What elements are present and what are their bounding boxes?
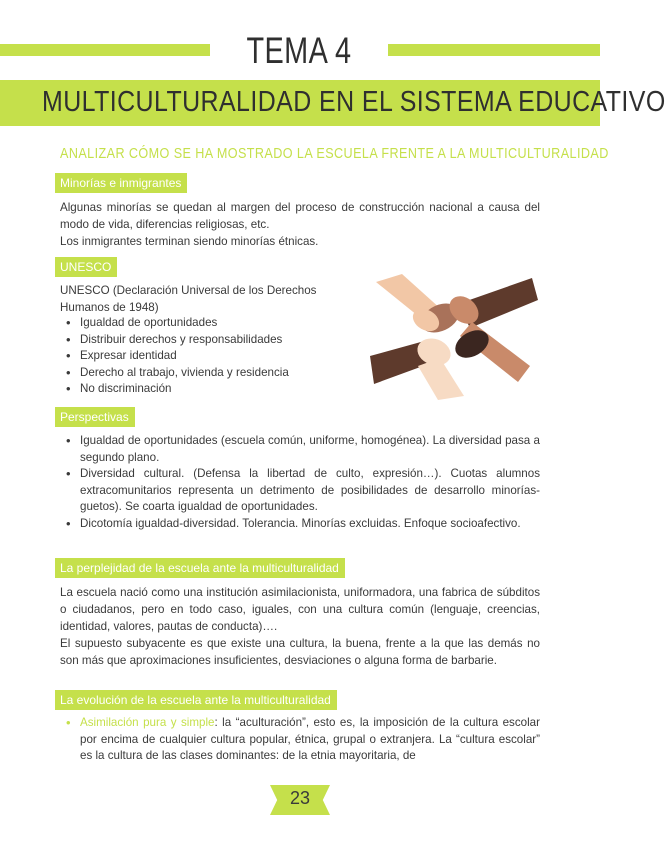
list-item: • Expresar identidad bbox=[80, 348, 380, 365]
list-item: • Dicotomía igualdad-diversidad. Tolerancia. Minorías excluidas. Enfoque socioafectivo. bbox=[80, 516, 540, 533]
joined-hands-icon bbox=[368, 270, 538, 400]
minorias-paragraph-2: Los inmigrantes terminan siendo minorías étnicas. bbox=[60, 235, 319, 248]
perspectivas-list bbox=[60, 433, 540, 533]
list-item: • Distribuir derechos y responsabilidades bbox=[80, 332, 380, 349]
perplejidad-paragraph: La escuela nació como una institución asimilacionista, uniformadora, una fabrica de súbditos o ciudadanos, pero en todo caso, iguales, con una cultura común (lenguaje, creencias, identidad, valores, pautas de conducta)…. bbox=[60, 586, 540, 633]
chapter-objective: ANALIZAR CÓMO SE HA MOSTRADO LA ESCUELA FRENTE A LA MULTICULTURALIDAD bbox=[60, 145, 609, 162]
highlight-term: Asimilación pura y simple bbox=[80, 716, 215, 729]
list-item: • Diversidad cultural. (Defensa la libertad de culto, expresión…). Cuotas alumnos extracomunitarios representa un detrimento de posibilidades de desarrollo minorías- guetos). Se coarta igualdad de oportunidades. bbox=[80, 466, 540, 516]
list-item: • Igualdad de oportunidades (escuela común, uniforme, homogénea). La diversidad pasa a segundo plano. bbox=[80, 433, 540, 466]
header-bar-left bbox=[0, 44, 210, 56]
chapter-title: TEMA 4 bbox=[246, 30, 352, 71]
unesco-list bbox=[60, 315, 380, 398]
item-text: : la “aculturación”, esto es, la imposición de la cultura escolar por encima de cualquier cultura popular, étnica, grupal o extranjera. La “cultura escolar” es la cultura de las clases dominantes: de la etnia mayoritaria, de bbox=[80, 716, 540, 763]
section-label-perplejidad: La perplejidad de la escuela ante la multiculturalidad bbox=[55, 558, 345, 578]
page-number: 23 bbox=[289, 788, 311, 808]
perplejidad-paragraph-2: El supuesto subyacente es que existe una cultura, la buena, frente a la que las demás no son más que aproximaciones insuficientes, desviaciones o alguna forma de barbarie. bbox=[60, 637, 540, 667]
header-bar-right bbox=[388, 44, 600, 56]
list-item bbox=[80, 715, 540, 765]
section-label-perspectivas: Perspectivas bbox=[55, 407, 135, 427]
chapter-subtitle: MULTICULTURALIDAD EN EL SISTEMA EDUCATIVO bbox=[42, 86, 666, 118]
section-label-unesco: UNESCO bbox=[55, 257, 117, 277]
list-item: • Igualdad de oportunidades bbox=[80, 315, 380, 332]
evolucion-list bbox=[60, 715, 540, 765]
minorias-paragraph: Algunas minorías se quedan al margen del proceso de construcción nacional a causa del modo de vida, diferencias religiosas, etc. bbox=[60, 201, 540, 231]
section-label-minorias: Minorías e inmigrantes bbox=[55, 173, 187, 193]
list-item: • No discriminación bbox=[80, 381, 380, 398]
section-label-evolucion: La evolución de la escuela ante la multiculturalidad bbox=[55, 690, 337, 710]
list-item: • Derecho al trabajo, vivienda y residencia bbox=[80, 365, 380, 382]
unesco-intro: UNESCO (Declaración Universal de los Derechos Humanos de 1948) bbox=[60, 284, 317, 314]
